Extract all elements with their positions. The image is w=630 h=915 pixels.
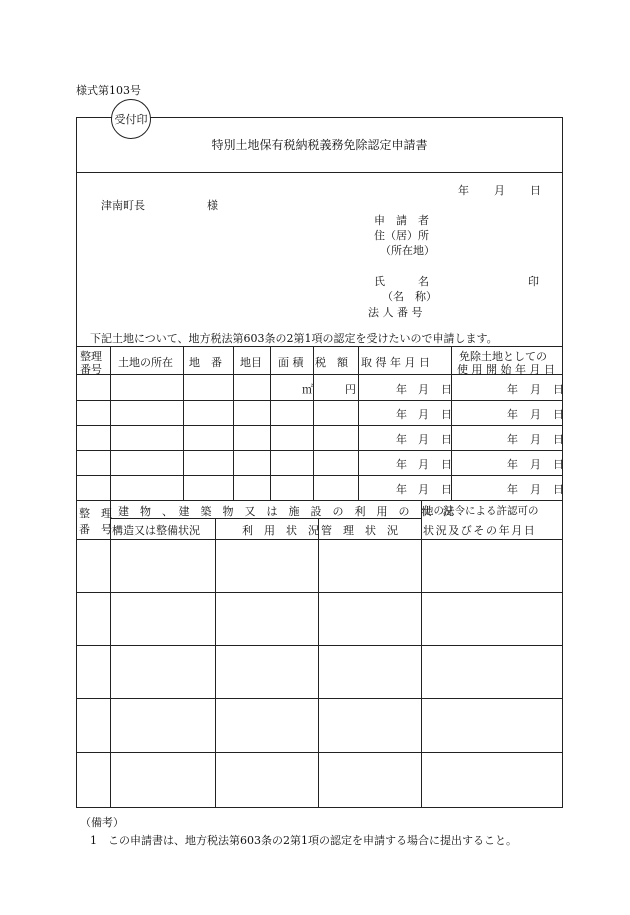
date-unit-y: 年 [507, 408, 518, 421]
table1-col-line [313, 346, 314, 500]
date-unit-y: 年 [396, 408, 407, 421]
t1-header-exempt-1: 免除土地としての [459, 350, 547, 363]
date-month: 月 [494, 184, 505, 197]
date-unit-m: 月 [530, 383, 541, 396]
table1-col-line [358, 346, 359, 500]
t1-header-location: 土地の所在 [118, 356, 173, 369]
table2-row-line [76, 698, 563, 699]
t1-header-exempt-2: 使 用 開 始 年 月 日 [457, 363, 555, 376]
t2-header-usage-status: 建 物 、 建 築 物 又 は 施 設 の 利 用 の 状 況 [118, 505, 454, 518]
date-unit-m: 月 [530, 458, 541, 471]
corporate-number-label: 法 人 番 号 [368, 306, 423, 319]
table1-row-line [76, 400, 563, 401]
addressee: 津南町長 [101, 199, 145, 212]
form-title: 特別土地保有税納税義務免除認定申請書 [211, 138, 428, 152]
date-unit-y: 年 [396, 458, 407, 471]
date-unit-m: 月 [418, 433, 429, 446]
table2-col-line [421, 500, 422, 808]
date-unit-m: 月 [418, 458, 429, 471]
table1-top [76, 346, 563, 347]
date-unit-y: 年 [507, 383, 518, 396]
applicant-location-label: （所在地） [380, 244, 435, 257]
table2-top [76, 500, 563, 501]
application-statement: 下記土地について、地方税法第603条の2第1項の認定を受けたいので申請します。 [90, 332, 498, 345]
applicant-label: 申 請 者 [374, 214, 429, 227]
tax-unit: 円 [345, 383, 356, 396]
date-unit-y: 年 [507, 483, 518, 496]
t1-header-area: 面 積 [278, 356, 304, 369]
table2-row-line [76, 645, 563, 646]
table2-col-line [215, 518, 216, 808]
table1-col-line [183, 346, 184, 500]
seal-mark: 印 [528, 275, 539, 288]
date-unit-d: 日 [441, 408, 452, 421]
date-unit-d: 日 [553, 483, 564, 496]
date-unit-y: 年 [396, 383, 407, 396]
t1-header-acquired: 取 得 年 月 日 [361, 356, 430, 369]
t1-header-chiban: 地 番 [189, 356, 222, 369]
table1-row-line [76, 475, 563, 476]
date-unit-m: 月 [530, 408, 541, 421]
date-day: 日 [530, 184, 541, 197]
table2-col-line [318, 518, 319, 808]
applicant-name-alt-label: （名 称） [382, 290, 437, 303]
t2-header-seiri: 整 理 [79, 507, 112, 520]
t2-header-use: 利 用 状 況 [242, 524, 319, 537]
table1-col-line [270, 346, 271, 500]
t2-header-management: 管 理 状 況 [321, 524, 398, 537]
date-unit-d: 日 [553, 383, 564, 396]
t1-header-tax: 税 額 [315, 356, 348, 369]
date-year: 年 [458, 184, 469, 197]
date-unit-y: 年 [396, 483, 407, 496]
table1-col-line [233, 346, 234, 500]
form-number: 様式第103号 [76, 84, 141, 97]
table2-row-line [76, 592, 563, 593]
t1-header-chimoku: 地目 [240, 356, 262, 369]
applicant-address-label: 住（居）所 [374, 229, 429, 242]
date-unit-d: 日 [553, 458, 564, 471]
table2-col-line [110, 500, 111, 808]
date-unit-m: 月 [530, 433, 541, 446]
table1-row-line [76, 450, 563, 451]
t2-header-bango: 番 号 [79, 523, 112, 536]
reception-stamp [111, 99, 151, 139]
notes-title: （備考） [80, 816, 124, 829]
note-item: 1 この申請書は、地方税法第603条の2第1項の認定を申請する場合に提出すること。 [90, 834, 517, 847]
table2-row-line [76, 752, 563, 753]
applicant-name-label: 氏 名 [374, 275, 429, 288]
table2-header-bottom [76, 539, 563, 540]
date-unit-d: 日 [441, 458, 452, 471]
table1-col-line [110, 346, 111, 500]
t1-header-seiri: 整理 [80, 350, 102, 363]
date-unit-m: 月 [418, 408, 429, 421]
date-unit-m: 月 [418, 383, 429, 396]
area-unit: ㎡ [302, 383, 313, 396]
date-unit-d: 日 [441, 383, 452, 396]
date-unit-y: 年 [396, 433, 407, 446]
date-unit-d: 日 [553, 433, 564, 446]
date-unit-d: 日 [441, 483, 452, 496]
date-unit-y: 年 [507, 433, 518, 446]
reception-stamp-label: 受付印 [114, 113, 148, 126]
table1-col-line [451, 346, 452, 500]
date-unit-y: 年 [507, 458, 518, 471]
t2-header-permits-1: 他の法令による許認可の [423, 505, 539, 517]
t1-header-bango: 番号 [80, 363, 102, 376]
date-unit-m: 月 [530, 483, 541, 496]
table1-row-line [76, 425, 563, 426]
t2-header-structure: 構造又は整備状況 [112, 524, 200, 537]
date-unit-d: 日 [553, 408, 564, 421]
divider-title [76, 172, 563, 173]
form-frame [76, 117, 563, 808]
date-unit-m: 月 [418, 483, 429, 496]
date-unit-d: 日 [441, 433, 452, 446]
t2-header-permits-2: 状況及びその年月日 [423, 524, 537, 537]
addressee-honorific: 様 [207, 199, 218, 212]
